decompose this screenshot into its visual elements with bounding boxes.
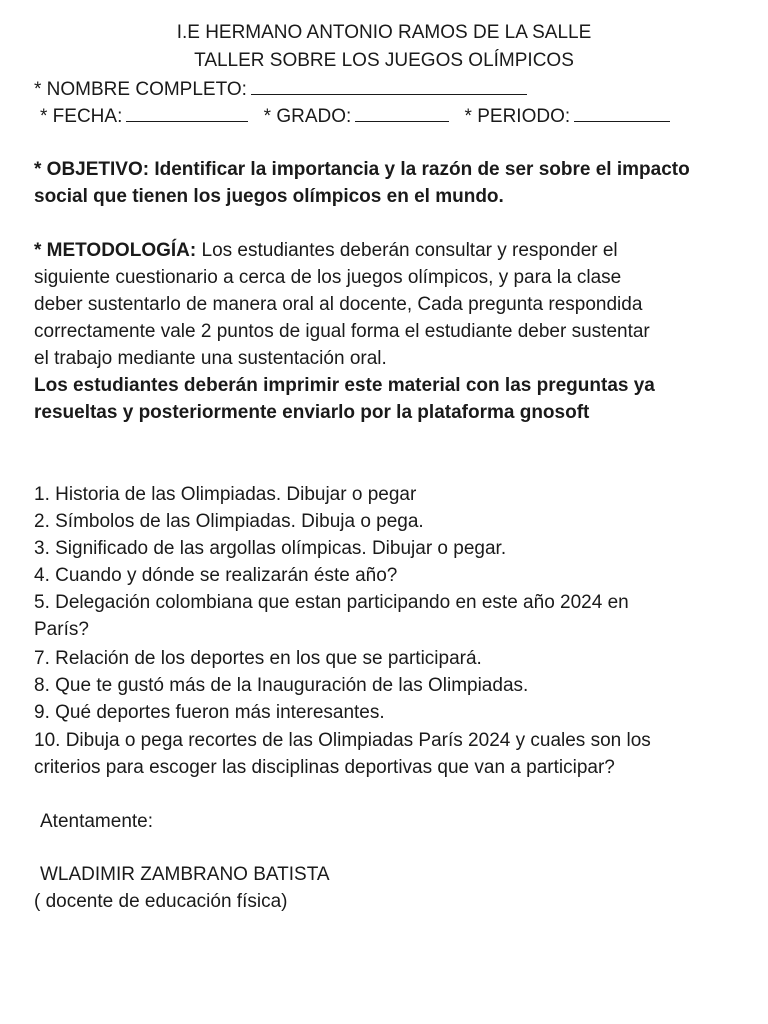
question-9: 9. Qué deportes fueron más interesantes. (34, 702, 385, 723)
objetivo-line-2: social que tienen los juegos olímpicos en el mundo. (34, 186, 504, 207)
metodologia-heading: * METODOLOGÍA: (34, 240, 197, 261)
metodologia-line-1-text: Los estudiantes deberán consultar y responder el (196, 240, 618, 261)
nombre-field (34, 76, 527, 103)
grado-blank-line[interactable] (355, 103, 449, 122)
question-8: 8. Que te gustó más de la Inauguración de las Olimpiadas. (34, 675, 529, 696)
question-10-continued: criterios para escoger las disciplinas deportivas que van a participar? (34, 757, 615, 778)
objetivo-line-1: * OBJETIVO: Identificar la importancia y la razón de ser sobre el impacto (34, 159, 690, 180)
metodologia-line-3: deber sustentarlo de manera oral al docente, Cada pregunta respondida (34, 294, 643, 315)
workshop-title: TALLER SOBRE LOS JUEGOS OLÍMPICOS (194, 50, 574, 71)
grado-label: * GRADO: (263, 106, 352, 127)
periodo-blank-line[interactable] (574, 103, 670, 122)
signer-name: WLADIMIR ZAMBRANO BATISTA (40, 864, 330, 885)
nombre-label: * NOMBRE COMPLETO: (34, 79, 247, 100)
question-10: 10. Dibuja o pega recortes de las Olimpiadas París 2024 y cuales son los (34, 730, 651, 751)
question-7: 7. Relación de los deportes en los que se participará. (34, 648, 482, 669)
question-5: 5. Delegación colombiana que estan participando en este año 2024 en (34, 592, 629, 613)
nombre-blank-line[interactable] (251, 76, 527, 95)
metodologia-line-5: el trabajo mediante una sustentación oral. (34, 348, 387, 369)
closing-greeting: Atentamente: (40, 811, 154, 832)
question-2: 2. Símbolos de las Olimpiadas. Dibuja o pega. (34, 511, 424, 532)
school-title: I.E HERMANO ANTONIO RAMOS DE LA SALLE (176, 22, 592, 43)
metodologia-line-4: correctamente vale 2 puntos de igual forma el estudiante deber sustentar (34, 321, 650, 342)
periodo-label: * PERIODO: (464, 106, 571, 127)
instruction-line-1: Los estudiantes deberán imprimir este material con las preguntas ya (34, 375, 655, 396)
metodologia-line-2: siguiente cuestionario a cerca de los juegos olímpicos, y para la clase (34, 267, 622, 288)
question-4: 4. Cuando y dónde se realizarán éste año? (34, 565, 398, 586)
question-3: 3. Significado de las argollas olímpicas. Dibujar o pegar. (34, 538, 507, 559)
question-1: 1. Historia de las Olimpiadas. Dibujar o pegar (34, 484, 417, 505)
instruction-line-2: resueltas y posteriormente enviarlo por la plataforma gnosoft (34, 402, 590, 423)
signer-role: ( docente de educación física) (34, 891, 288, 912)
question-5-continued: París? (34, 619, 89, 640)
metodologia-line-1 (34, 238, 618, 264)
fecha-label: * FECHA: (40, 106, 123, 127)
date-grade-period-row (40, 103, 670, 130)
fecha-blank-line[interactable] (126, 103, 248, 122)
